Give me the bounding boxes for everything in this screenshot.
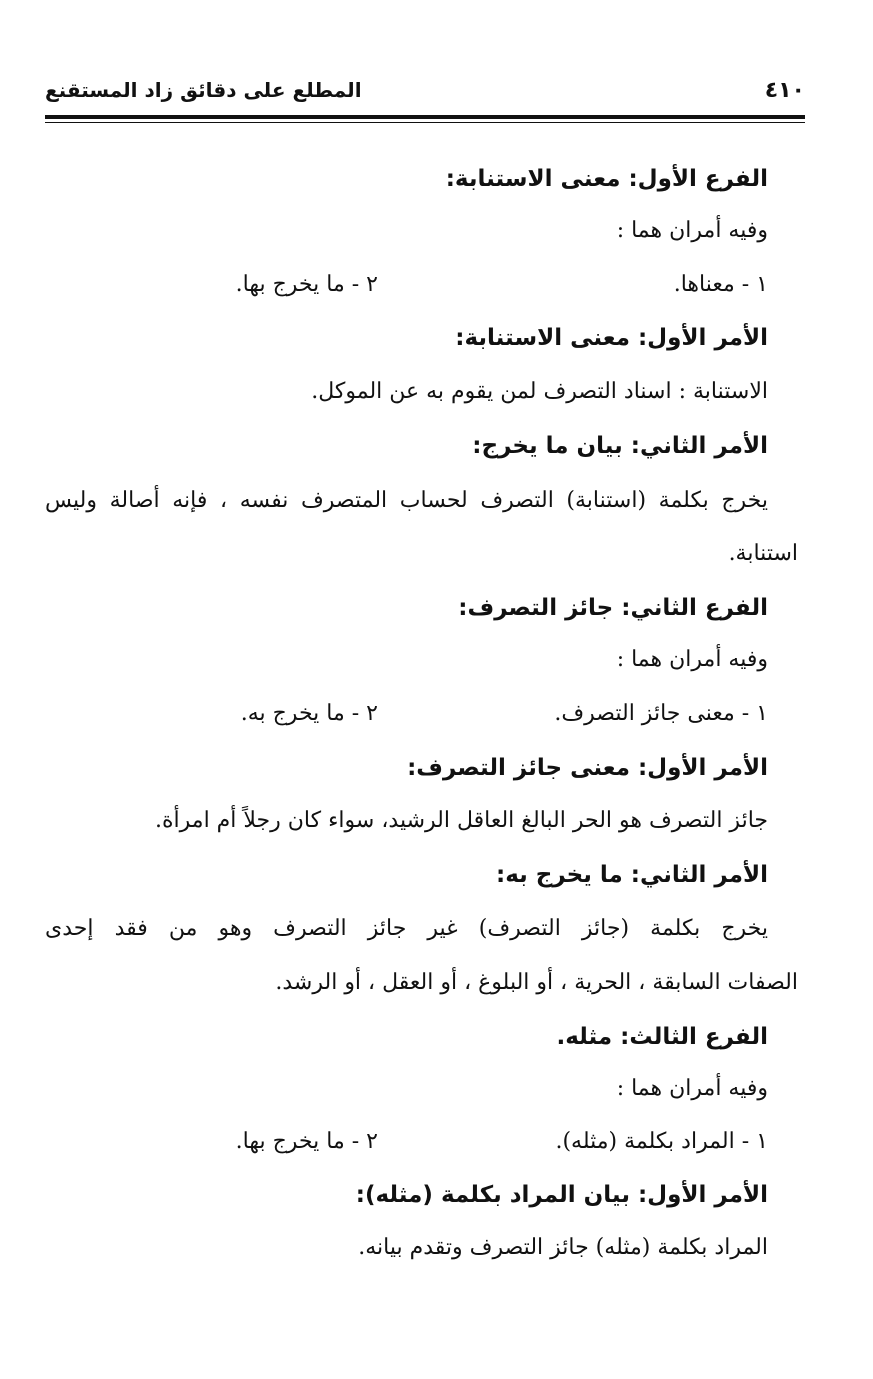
page-header (45, 78, 805, 108)
paragraph: المراد بكلمة (مثله) جائز التصرف وتقدم بيانه. (358, 1235, 768, 1260)
paragraph: وفيه أمران هما : (616, 1076, 768, 1101)
paragraph: جائز التصرف هو الحر البالغ العاقل الرشيد، سواء كان رجلاً أم امرأة. (155, 808, 768, 833)
page-number: ٤١٠ (764, 78, 805, 103)
book-title: المطلع على دقائق زاد المستقنع (45, 78, 362, 102)
numbered-list (45, 1127, 768, 1157)
paragraph: الاستنابة : اسناد التصرف لمن يقوم به عن الموكل. (311, 379, 768, 404)
heading-branch-3: الفرع الثالث: مثله. (556, 1024, 768, 1050)
list-item: ١ - معنى جائز التصرف. (554, 701, 768, 726)
list-item: ١ - المراد بكلمة (مثله). (555, 1129, 768, 1154)
list-item: ١ - معناها. (673, 272, 768, 297)
heading-branch-1: الفرع الأول: معنى الاستنابة: (445, 166, 768, 192)
heading-branch-2: الفرع الثاني: جائز التصرف: (458, 595, 768, 621)
list-item: ٢ - ما يخرج بها. (235, 1129, 378, 1154)
heading-matter-2: الأمر الثاني: بيان ما يخرج: (472, 433, 768, 459)
numbered-list (45, 699, 768, 729)
header-rule (45, 115, 805, 119)
paragraph: وفيه أمران هما : (616, 647, 768, 672)
paragraph-continuation: الصفات السابقة ، الحرية ، أو البلوغ ، أو العقل ، أو الرشد. (275, 970, 798, 995)
numbered-list (45, 270, 768, 300)
heading-matter-1: الأمر الأول: معنى جائز التصرف: (407, 755, 768, 781)
list-item: ٢ - ما يخرج به. (240, 701, 378, 726)
paragraph: يخرج بكلمة (استنابة) التصرف لحساب المتصرف نفسه ، فإنه أصالة وليس (45, 488, 768, 513)
paragraph: يخرج بكلمة (جائز التصرف) غير جائز التصرف وهو من فقد إحدى (45, 916, 768, 941)
heading-matter-1: الأمر الأول: معنى الاستنابة: (455, 325, 768, 351)
heading-matter-1: الأمر الأول: بيان المراد بكلمة (مثله): (355, 1182, 768, 1208)
paragraph-continuation: استنابة. (728, 541, 798, 566)
heading-matter-2: الأمر الثاني: ما يخرج به: (496, 862, 768, 888)
header-rule-thin (45, 122, 805, 123)
paragraph: وفيه أمران هما : (616, 218, 768, 243)
list-item: ٢ - ما يخرج بها. (235, 272, 378, 297)
